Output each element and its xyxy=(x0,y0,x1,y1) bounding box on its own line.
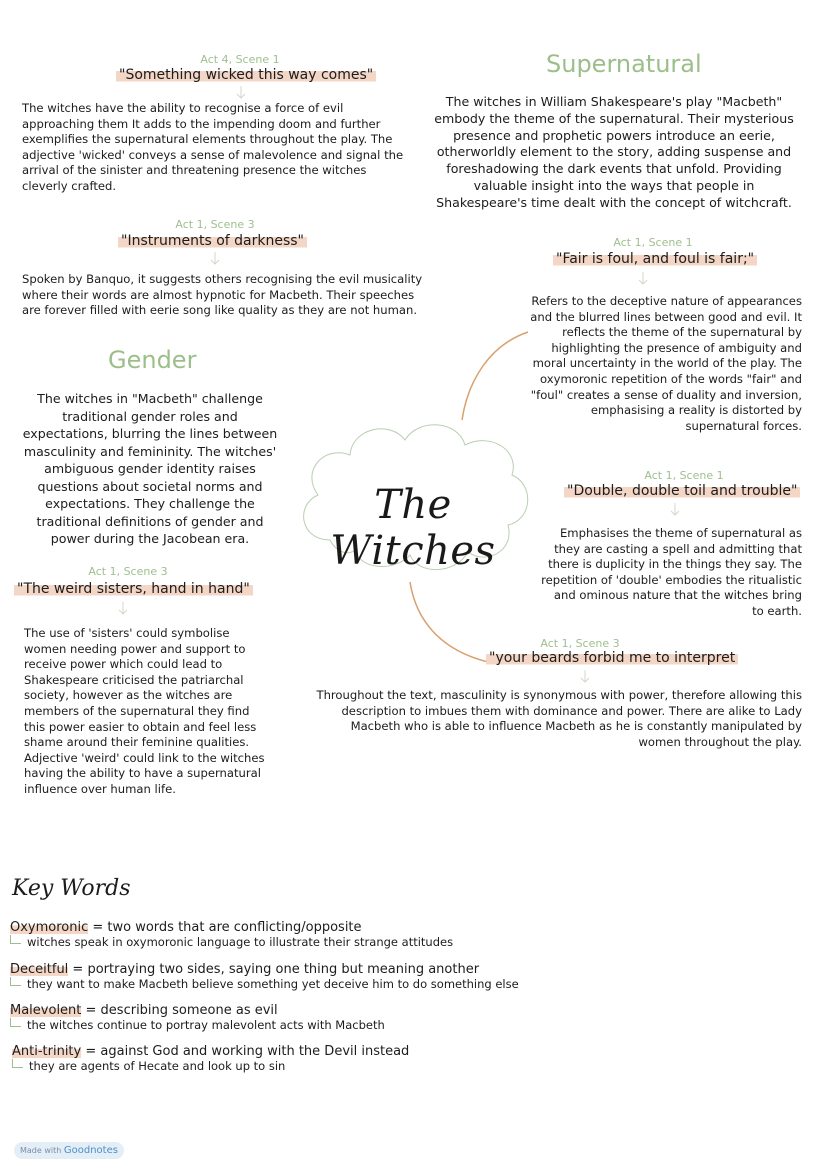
key-words-heading: Key Words xyxy=(12,876,131,901)
goodnotes-badge xyxy=(14,1142,124,1159)
down-arrow-icon xyxy=(210,252,220,266)
key-word-4-definition: = against God and working with the Devil instead xyxy=(81,1044,410,1059)
gender-heading: Gender xyxy=(108,346,197,374)
key-word-3-definition: = describing someone as evil xyxy=(81,1003,278,1018)
quote-2-analysis: Spoken by Banquo, it suggests others recognising the evil musicality where their words are almost hypnotic for Macbeth. Their speeches are forever filled with eerie song like quality as they are not human. xyxy=(22,272,423,318)
key-word-2-definition: = portraying two sides, saying one thing but meaning another xyxy=(68,962,480,977)
sub-arrow-icon xyxy=(10,935,21,944)
key-word-4 xyxy=(12,1044,409,1073)
key-word-4-example: they are agents of Hecate and look up to sin xyxy=(29,1059,286,1073)
quote-6-scene: Act 1, Scene 3 xyxy=(540,637,620,650)
sub-arrow-icon xyxy=(12,1059,23,1068)
quote-6-text: "your beards forbid me to interpret xyxy=(486,650,738,666)
down-arrow-icon xyxy=(118,602,128,616)
connector-to-fair-is-foul xyxy=(462,332,528,420)
key-word-2-example: they want to make Macbeth believe something yet deceive him to do something else xyxy=(27,977,519,991)
key-word-1 xyxy=(10,920,453,949)
key-word-1-definition: = two words that are conflicting/opposite xyxy=(88,920,362,935)
goodnotes-brand: Goodnotes xyxy=(63,1145,118,1156)
down-arrow-icon xyxy=(670,503,680,517)
key-word-1-example: witches speak in oxymoronic language to illustrate their strange attitudes xyxy=(27,935,454,949)
quote-1-text: "Something wicked this way comes" xyxy=(116,67,376,83)
down-arrow-icon xyxy=(638,272,648,286)
quote-2-scene: Act 1, Scene 3 xyxy=(175,218,255,231)
key-word-3-term: Malevolent xyxy=(10,1003,82,1018)
key-word-3 xyxy=(10,1003,385,1032)
quote-3-analysis: Refers to the deceptive nature of appearances and the blurred lines between good and evil. It reflects the theme of the supernatural by highlighting the presence of ambiguity and moral uncertainty in the world of the play. The oxymoronic repetition of the words "fair" and "foul" creates a sense of duality and inversion, emphasising a reality is distorted by supernatural forces. xyxy=(530,294,802,433)
quote-5-text: "The weird sisters, hand in hand" xyxy=(14,581,253,597)
center-title: The Witches xyxy=(330,482,496,574)
supernatural-text: The witches in William Shakespeare's play "Macbeth" embody the theme of the supernatural. Their mysterious presence and prophetic powers introduce an eerie, otherworldly element to the story, adding suspense and foreshadowing the dark events that unfold. Providing valuable insight into the ways that people in Shakespeare's time dealt with the concept of witchcraft. xyxy=(434,94,794,210)
connector-to-beards xyxy=(410,582,488,662)
quote-3-text: "Fair is foul, and foul is fair;" xyxy=(553,251,757,267)
quote-5-scene: Act 1, Scene 3 xyxy=(88,565,168,578)
key-word-2-term: Deceitful xyxy=(10,962,69,977)
quote-4-scene: Act 1, Scene 1 xyxy=(644,469,724,482)
quote-6-analysis: Throughout the text, masculinity is synonymous with power, therefore allowing this description to imbues them with dominance and power. There are alike to Lady Macbeth who is able to influence Macbeth as he is constantly manipulated by women throughout the play. xyxy=(316,688,802,749)
down-arrow-icon xyxy=(236,86,246,100)
sub-arrow-icon xyxy=(10,1018,21,1027)
key-word-4-term: Anti-trinity xyxy=(12,1044,82,1059)
quote-4-text: "Double, double toil and trouble" xyxy=(564,483,800,499)
quote-1-analysis: The witches have the ability to recognise a force of evil approaching them It adds to the impending doom and further exemplifies the supernatural elements throughout the play. The adjective 'wicked' conveys a sense of malevolence and signal the arrival of the sinister and threatening presence the witches cleverly crafted. xyxy=(22,101,404,193)
quote-1-scene: Act 4, Scene 1 xyxy=(200,53,280,66)
made-with-label: Made with xyxy=(20,1146,62,1155)
quote-4-analysis: Emphasises the theme of supernatural as they are casting a spell and admitting that there is duplicity in the things they say. The repetition of 'double' embodies the ritualistic and ominous nature that the witches bring to earth. xyxy=(541,526,802,618)
gender-text: The witches in "Macbeth" challenge traditional gender roles and expectations, blurring the lines between masculinity and femininity. The witches' ambiguous gender identity raises questions about societal norms and expectations. They challenge the traditional definitions of gender and power during the Jacobean era. xyxy=(22,391,278,546)
sub-arrow-icon xyxy=(10,977,21,986)
down-arrow-icon xyxy=(580,670,590,684)
supernatural-heading: Supernatural xyxy=(546,50,702,78)
quote-2-text: "Instruments of darkness" xyxy=(118,233,307,249)
key-word-2 xyxy=(10,962,519,991)
quote-5-analysis: The use of 'sisters' could symbolise women needing power and support to receive power which could lead to Shakespeare criticised the patriarchal society, however as the witches are members of the supernatural they find this power easier to obtain and feel less shame around their feminine qualities. Adjective 'weird' could link to the witches having the ability to have a supernatural influence over human life. xyxy=(24,626,265,796)
quote-3-scene: Act 1, Scene 1 xyxy=(613,236,693,249)
key-word-1-term: Oxymoronic xyxy=(10,920,89,935)
key-word-3-example: the witches continue to portray malevolent acts with Macbeth xyxy=(27,1018,385,1032)
